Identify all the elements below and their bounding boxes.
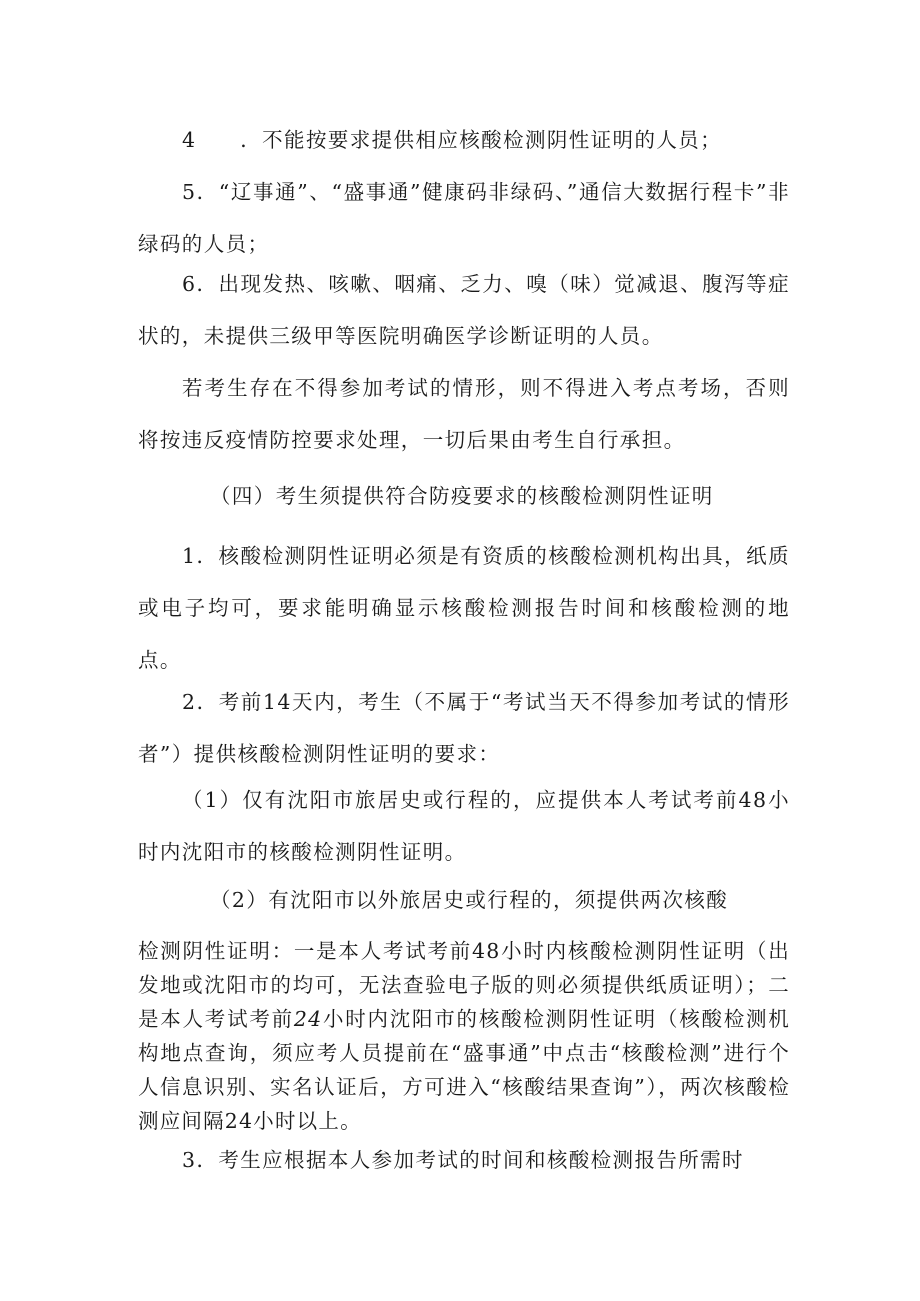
list-item-5: 5．“辽事通”、“盛事通”健康码非绿码、”通信大数据行程卡”非绿码的人员； [138,180,790,256]
clause-2-2-body [138,934,790,1138]
hours-24-number: 24 [293,1007,323,1031]
clause-2-1: （1）仅有沈阳市旅居史或行程的，应提供本人考试考前48小时内沈阳市的核酸检测阴性证明。 [138,788,790,864]
section-heading-4: （四）考生须提供符合防疫要求的核酸检测阴性证明 [210,484,714,508]
list-item-4: 4 ．不能按要求提供相应核酸检测阴性证明的人员； [182,128,723,152]
clause-2-2-body-start: 检测阴性证明：一是本人考试考前48小时内核酸检测阴性证明（出发地或沈阳市的均可，无法查验电子版的则必须提供纸质证明）；二是本人考试考前 [138,939,790,1031]
list-item-6: 6．出现发热、咳嗽、咽痛、乏力、嗅（味）觉减退、腹泻等症状的，未提供三级甲等医院明确医学诊断证明的人员。 [138,272,790,348]
clause-2: 2．考前14天内，考生（不属于“考试当天不得参加考试的情形者”）提供核酸检测阴性证明的要求： [138,690,790,766]
clause-2-2-body-end: 小时内沈阳市的核酸检测阴性证明（核酸检测机构地点查询，须应考人员提前在“盛事通”中点击“核酸检测”进行个人信息识别、实名认证后，方可进入“核酸结果查询”），两次核酸检测应间隔24小时以上。 [138,1007,790,1133]
clause-3: 3．考生应根据本人参加考试的时间和核酸检测报告所需时 [182,1148,744,1172]
warning-paragraph: 若考生存在不得参加考试的情形，则不得进入考点考场，否则将按违反疫情防控要求处理，一切后果由考生自行承担。 [138,376,790,452]
clause-2-2-heading: （2）有沈阳市以外旅居史或行程的，须提供两次核酸 [210,888,729,912]
clause-1: 1．核酸检测阴性证明必须是有资质的核酸检测机构出具，纸质或电子均可，要求能明确显示核酸检测报告时间和核酸检测的地点。 [138,544,790,672]
